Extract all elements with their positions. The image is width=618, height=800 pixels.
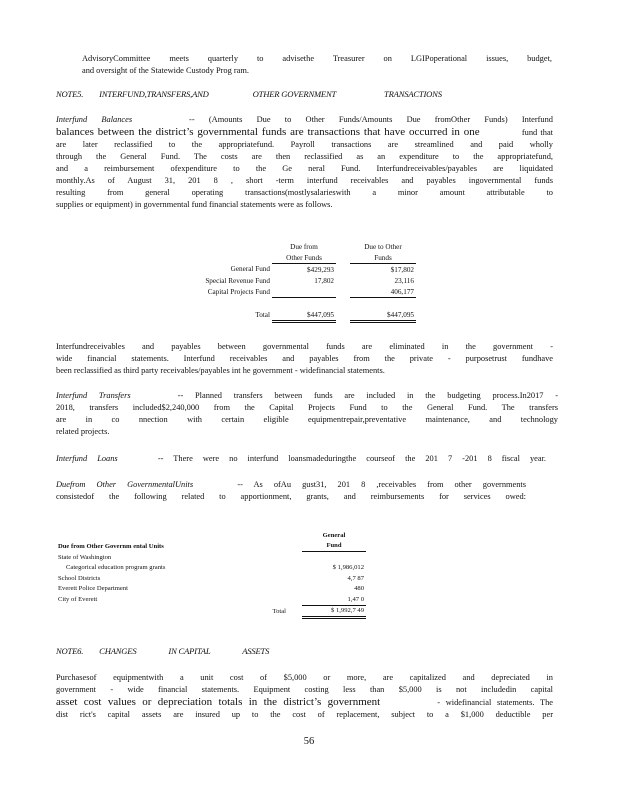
loans-title: Interfund Loans <box>56 454 118 463</box>
note5-word-1: INTERFUND,TRANSFERS,AND <box>99 89 209 99</box>
table1-total-label: Total <box>255 311 270 320</box>
transfers-line-4: related projects. <box>56 427 110 436</box>
table1-due-to: $17,802 <box>390 265 414 274</box>
note5-word-2: OTHER GOVERNMENT <box>252 89 337 99</box>
table1-due-to: 406,177 <box>350 286 416 298</box>
table-row <box>140 264 416 276</box>
duefrom-line-2: consistedof the following related to apportionment, grants, and reimbursements for services owed: <box>56 492 526 501</box>
table1-total-row <box>140 309 416 322</box>
table2-header-row-1 <box>56 530 366 541</box>
elim-line-1: Interfundreceivables and payables between governmental funds are eliminated in the government - <box>56 342 553 351</box>
note5-heading <box>56 89 456 99</box>
loans-text: -- There were no interfund loansmadeduringthe courseof the 201 7 -201 8 fiscal year. <box>157 454 546 463</box>
table1-row-name: Special Revenue Fund <box>205 276 270 285</box>
note6-heading <box>56 646 283 656</box>
table-row <box>56 584 366 595</box>
table1-due-from: $429,293 <box>307 265 334 274</box>
table1-header-row-1 <box>140 241 416 252</box>
table2-row-name: Everett Police Department <box>58 585 128 593</box>
note6-word-1: CHANGES <box>99 646 137 656</box>
balances-line-6: monthly.As of August 31, 201 8 , short -term interfund receivables and payables ingovernmental funds <box>56 176 553 185</box>
interfund-transfers-paragraph <box>56 390 558 438</box>
table1-row-name: General Fund <box>230 265 270 274</box>
table2-total-label: Total <box>272 607 286 615</box>
table-row <box>56 573 366 584</box>
table2-left-head: Due from Other Governm ental Units <box>58 542 164 550</box>
table-row <box>140 286 416 298</box>
balances-line-5: and a reimbursement ofexpenditure to the Ge neral Fund. Interfundreceivables/payables are liquidated <box>56 164 553 173</box>
table2-row-name: State of Washington <box>58 553 112 561</box>
capital-line-1: Purchasesof equipmentwith a unit cost of $5,000 or more, are capitalized and depreciated in <box>56 673 553 682</box>
table-row <box>56 563 366 574</box>
table2-total-row <box>56 605 366 618</box>
elim-line-2: wide financial statements. Interfund receivables and payables from the private - purposetrust fundhave <box>56 354 553 363</box>
balances-line-3: are later reclassified to the appropriatefund. Payroll transactions are streamlined and paid wholly <box>56 140 553 149</box>
table1-total-to: $447,095 <box>350 309 416 322</box>
note5-label: NOTE5. <box>56 89 84 99</box>
table2-row-name: School Districts <box>58 574 101 582</box>
table2-row-name: City of Everett <box>58 596 98 603</box>
elim-line-3: been reclassified as third party receivables/payables int he government - widefinancial statements. <box>56 366 385 375</box>
table2-head-2: Fund <box>302 541 366 552</box>
due-from-governments-table <box>56 530 366 619</box>
table1-row-name: Capital Projects Fund <box>207 287 270 296</box>
transfers-title: Interfund Transfers <box>56 391 131 400</box>
table-row <box>56 594 366 605</box>
capital-line-3-emphasis: asset cost values or depreciation totals in the district’s government <box>56 696 381 708</box>
capital-assets-paragraph <box>56 672 553 721</box>
due-from-governments-paragraph <box>56 479 526 503</box>
transfers-line-3: are in co nnection with certain eligible equipmentrepair,preventative maintenance, and technology <box>56 415 558 424</box>
balances-line-2-rest: fund that <box>521 128 553 137</box>
capital-line-3-rest: - widefinancial statements. The <box>437 698 554 707</box>
intro-paragraph <box>82 53 552 77</box>
table2-row-value: 1,47 0 <box>302 594 366 605</box>
table2-row-value: 4,7 87 <box>347 574 364 582</box>
balances-line-7: resulting from general operating transactions(mostlysalarieswith a minor amount attributable to <box>56 188 553 197</box>
capital-line-4: dist rict's capital assets are insured up to the cost of replacement, subject to a $1,000 deductible per <box>56 710 553 719</box>
transfers-line-1: -- Planned transfers between funds are included in the budgeting process.In2017 - <box>177 391 559 400</box>
transfers-line-2: 2018, transfers included$2,240,000 from the Capital Projects Fund to the General Fund. The transfers <box>56 403 558 412</box>
table1-col1-head-1: Due from <box>290 242 318 251</box>
table1-col2-head-1: Due to Other <box>364 242 402 251</box>
intro-line-2: and oversight of the Statewide Custody Prog ram. <box>82 66 250 75</box>
table2-header-row-2 <box>56 541 366 552</box>
table1-due-from: 17,802 <box>314 276 334 285</box>
table2-row-value <box>302 552 366 563</box>
table1-col1-head-2: Other Funds <box>272 252 336 264</box>
elimination-paragraph <box>56 341 553 377</box>
note6-word-2: IN CAPITAL <box>168 646 211 656</box>
note6-label: NOTE6. <box>56 646 84 656</box>
table1-due-from <box>272 286 336 298</box>
interfund-balances-table <box>140 241 416 323</box>
table1-total-from: $447,095 <box>272 309 336 322</box>
note5-word-3: TRANSACTIONS <box>384 89 442 99</box>
table1-col2-head-2: Funds <box>350 252 416 264</box>
note6-word-3: ASSETS <box>242 646 270 656</box>
intro-line-1: AdvisoryCommittee meets quarterly to advisethe Treasurer on LGIPoperational issues, budget, <box>82 54 552 63</box>
duefrom-title: Duefrom Other GovernmentalUnits <box>56 480 194 489</box>
table1-due-to: 23,116 <box>394 276 414 285</box>
balances-line-2-emphasis: balances between the district’s governmental funds are transactions that have occurred in one <box>56 126 480 138</box>
table2-head-1: General <box>322 531 346 539</box>
capital-line-2: government - wide financial statements. Equipment costing less than $5,000 is not includedin capital <box>56 685 553 694</box>
balances-line-1: -- (Amounts Due to Other Funds/Amounts Due fromOther Funds) Interfund <box>189 115 553 124</box>
balances-line-4: through the General Fund. The costs are then reclassified as an expenditure to the appropriatefund, <box>56 152 553 161</box>
table2-row-value: 480 <box>354 585 364 593</box>
table-row <box>140 275 416 286</box>
balances-title: Interfund Balances <box>56 115 133 124</box>
table-row <box>56 552 366 563</box>
interfund-loans-paragraph <box>56 453 546 465</box>
balances-line-8: supplies or equipment) in governmental fund financial statements were as follows. <box>56 200 333 209</box>
table2-row-value: $ 1,986,012 <box>332 564 364 572</box>
duefrom-line-1: -- As ofAu gust31, 201 8 ,receivables from other governments <box>237 480 527 489</box>
page-number: 56 <box>303 736 315 747</box>
table1-header-row-2 <box>140 252 416 264</box>
table2-row-name: Categorical education program grants <box>66 564 166 572</box>
interfund-balances-paragraph <box>56 114 553 211</box>
table2-total-value: $ 1,992,7 49 <box>302 605 366 618</box>
